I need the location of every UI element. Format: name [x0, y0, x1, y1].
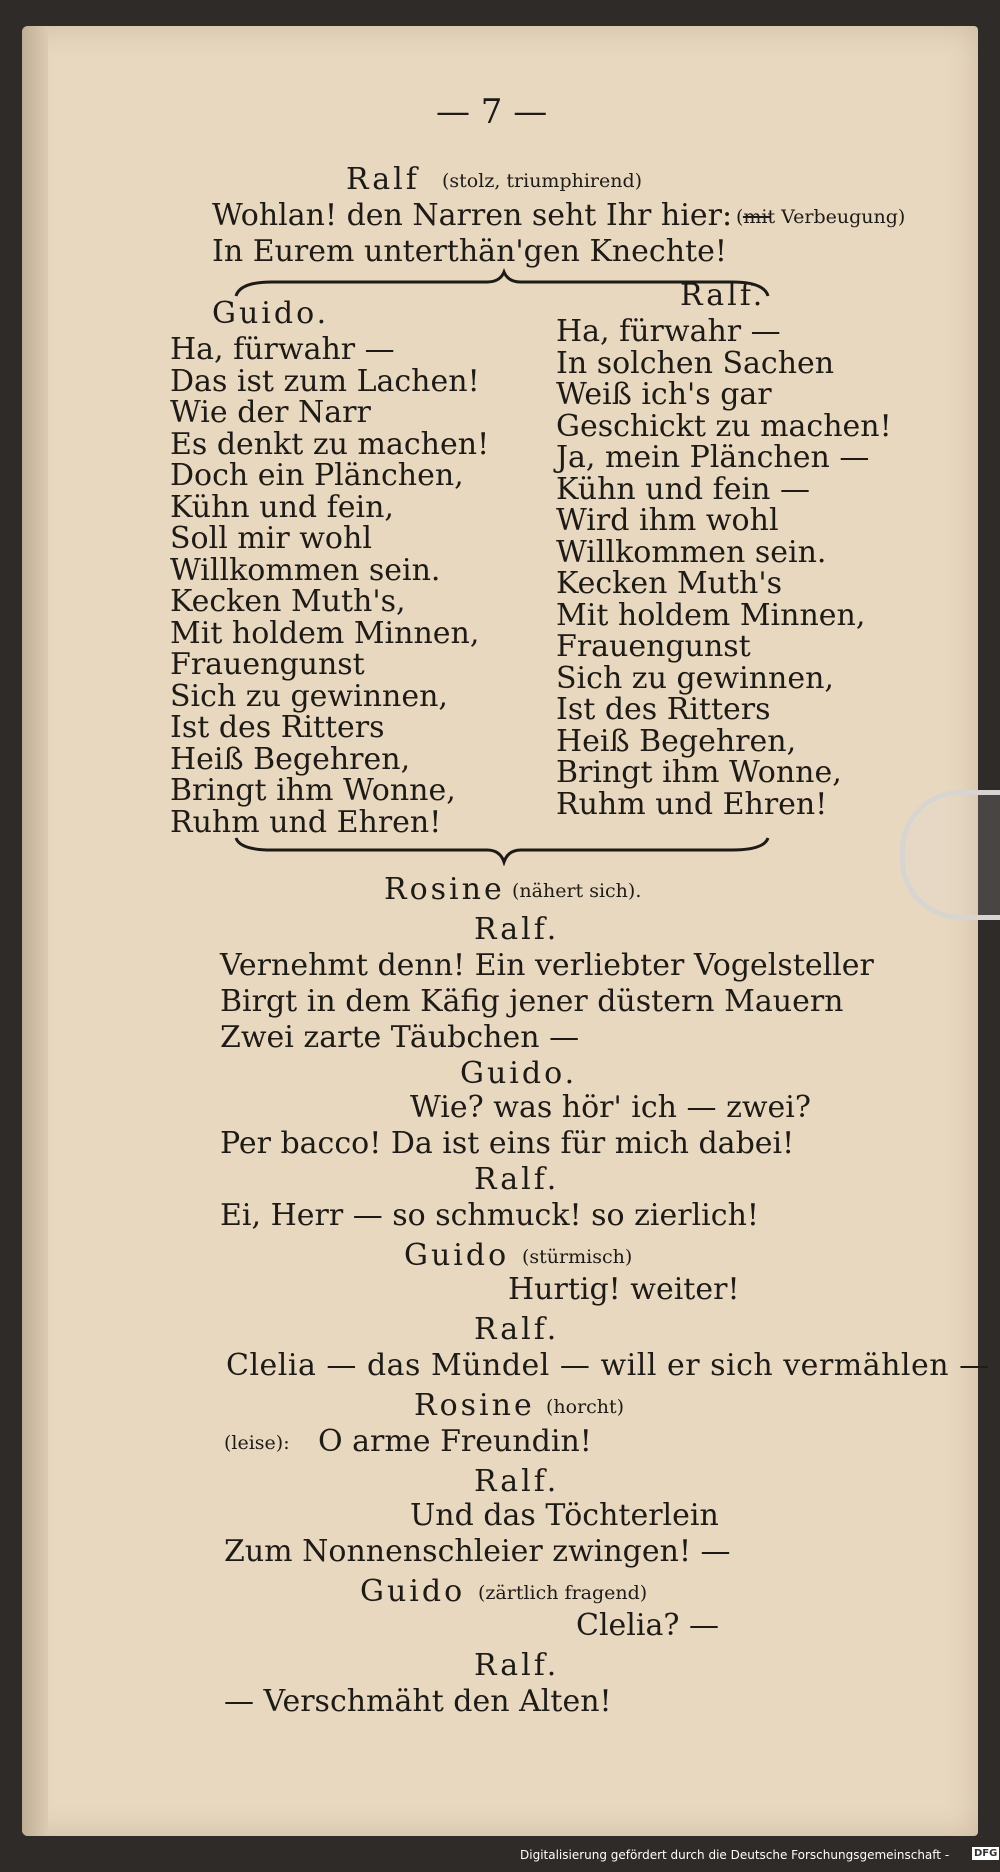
duet-line: Geschickt zu machen! [556, 408, 892, 444]
verse-line: In Eurem unterthän'gen Knechte! [212, 234, 727, 269]
verse-line: Ei, Herr — so schmuck! so zierlich! [220, 1198, 759, 1233]
speaker-ralf: Ralf [346, 162, 420, 197]
speaker-rosine: Rosine [414, 1388, 535, 1423]
duet-line: Wird ihm wohl [556, 503, 779, 538]
page-clip [900, 790, 1000, 920]
verse-line: Wie? was hör' ich — zwei? [410, 1090, 811, 1125]
speaker-guido: Guido [404, 1238, 510, 1273]
verse-line: Clelia? — [576, 1608, 719, 1643]
verse-line: Zwei zarte Täubchen — [220, 1020, 580, 1055]
duet-line: Heiß Begehren, [170, 741, 411, 777]
duet-line: Es denkt zu machen! [170, 426, 490, 462]
duet-line: Wie der Narr [170, 395, 371, 430]
duet-line: Ruhm und Ehren! [170, 804, 442, 840]
duet-line: Kühn und fein, [170, 489, 394, 525]
duet-line: Frauengunst [556, 629, 751, 664]
speaker-ralf: Ralf. [474, 1648, 560, 1683]
duet-line: Ruhm und Ehren! [556, 786, 828, 822]
dfg-logo: DFG [974, 1848, 998, 1859]
stage-direction: (stolz, triumphirend) [442, 170, 643, 192]
duet-line: In solchen Sachen [556, 345, 835, 381]
duet-line: Mit holdem Minnen, [556, 597, 866, 633]
speaker-ralf: Ralf. [474, 1312, 560, 1347]
duet-line: Ist des Ritters [170, 710, 385, 745]
verse-line: Hurtig! weiter! [508, 1272, 740, 1307]
verse-line: Zum Nonnenschleier zwingen! — [224, 1534, 731, 1569]
duet-line: Ja, mein Plänchen — [556, 440, 870, 475]
duet-line: Weiß ich's gar [556, 377, 772, 412]
page-spine [22, 26, 48, 1836]
speaker-guido: Guido. [212, 296, 330, 331]
duet-line: Ha, fürwahr — [556, 314, 781, 349]
duet-line: Willkommen sein. [170, 552, 441, 588]
duet-line: Ist des Ritters [556, 692, 771, 727]
stage-direction: (zärtlich fragend) [478, 1582, 648, 1604]
duet-line: Doch ein Plänchen, [170, 458, 464, 493]
speaker-ralf: Ralf. [474, 1464, 560, 1499]
speaker-rosine: Rosine [384, 872, 505, 907]
speaker-ralf: Ralf. [474, 1162, 560, 1197]
verse-line: Wohlan! den Narren seht Ihr hier: — [212, 198, 772, 233]
bottom-brace [232, 836, 772, 866]
speaker-ralf: Ralf. [474, 912, 560, 947]
verse-line: O arme Freundin! [318, 1424, 592, 1459]
verse-line: Birgt in dem Käfig jener düstern Mauern [220, 984, 844, 1019]
duet-line: Bringt ihm Wonne, [556, 755, 842, 790]
verse-line: — Verschmäht den Alten! [224, 1684, 612, 1719]
duet-line: Willkommen sein. [556, 534, 827, 570]
stage-direction: (mit Verbeugung) [736, 206, 906, 228]
duet-line: Mit holdem Minnen, [170, 615, 480, 651]
speaker-guido: Guido [360, 1574, 466, 1609]
stage-direction: (horcht) [546, 1396, 625, 1418]
verse-line: Clelia — das Mündel — will er sich vermählen — [226, 1348, 990, 1383]
duet-line: Heiß Begehren, [556, 723, 797, 759]
speaker-guido: Guido. [460, 1056, 578, 1091]
duet-line: Kecken Muth's, [170, 584, 406, 619]
duet-line: Kühn und fein — [556, 471, 810, 507]
stage-direction: (stürmisch) [522, 1246, 633, 1268]
duet-line: Kecken Muth's [556, 566, 783, 601]
stage-direction: (leise): [224, 1432, 290, 1454]
duet-line: Ha, fürwahr — [170, 332, 395, 367]
duet-line: Frauengunst [170, 647, 365, 682]
duet-line: Soll mir wohl [170, 521, 372, 556]
digitization-credit: Digitalisierung gefördert durch die Deutsche Forschungsgemeinschaft - [520, 1848, 950, 1862]
verse-line: Vernehmt denn! Ein verliebter Vogelsteller [220, 948, 874, 983]
verse-line: Und das Töchterlein [410, 1498, 719, 1533]
duet-line: Sich zu gewinnen, [170, 678, 448, 714]
speaker-ralf: Ralf. [680, 278, 766, 313]
duet-line: Das ist zum Lachen! [170, 363, 480, 399]
duet-line: Bringt ihm Wonne, [170, 773, 456, 808]
verse-line: Per bacco! Da ist eins für mich dabei! [220, 1126, 795, 1161]
duet-line: Sich zu gewinnen, [556, 660, 834, 696]
stage-direction: (nähert sich). [512, 880, 642, 902]
page-number: — 7 — [436, 92, 548, 132]
